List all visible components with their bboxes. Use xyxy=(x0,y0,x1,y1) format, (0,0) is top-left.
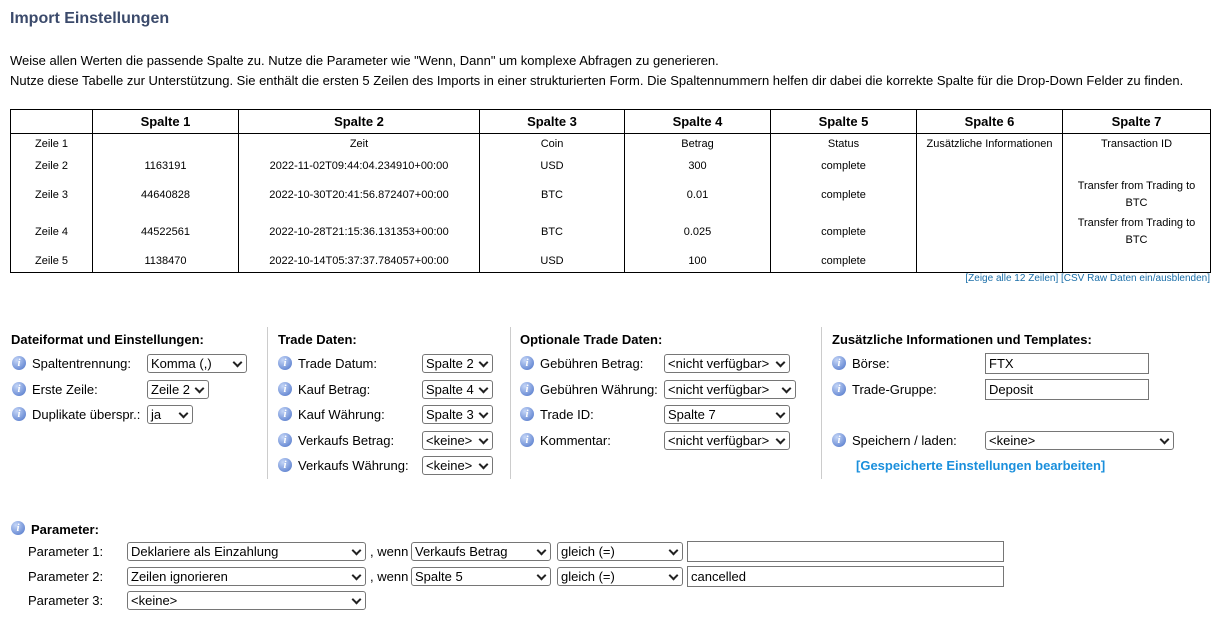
table-cell: 2022-10-14T05:37:37.784057+00:00 xyxy=(239,251,480,273)
show-all-rows-link[interactable]: [Zeige alle 12 Zeilen] xyxy=(965,273,1059,284)
table-row xyxy=(11,177,1211,214)
table-cell: 2022-11-02T09:44:04.234910+00:00 xyxy=(239,156,480,177)
table-cell: BTC xyxy=(480,177,625,214)
table-cell: 2022-10-30T20:41:56.872407+00:00 xyxy=(239,177,480,214)
gebuehr-waehrung-row xyxy=(520,378,810,400)
header-cell: Spalte 7 xyxy=(1063,110,1211,134)
parameter-2-wenn: , wenn xyxy=(370,569,409,584)
table-cell xyxy=(917,156,1063,177)
trade-datum-row xyxy=(278,352,498,374)
table-cell: complete xyxy=(771,177,917,214)
parameter-3-label: Parameter 3: xyxy=(28,593,104,608)
table-cell: Zeile 2 xyxy=(11,156,93,177)
speichern-select[interactable]: <keine> xyxy=(985,431,1174,450)
table-cell: 1138470 xyxy=(93,251,239,273)
erste-zeile-label: Erste Zeile: xyxy=(32,382,98,397)
duplikate-label: Duplikate überspr.: xyxy=(32,407,141,422)
section-divider xyxy=(267,327,268,479)
parameter-3-action-select[interactable]: <keine> xyxy=(127,591,366,610)
page-title: Import Einstellungen xyxy=(10,10,170,27)
info-icon[interactable]: i xyxy=(520,407,534,421)
info-icon[interactable]: i xyxy=(832,382,846,396)
parameter-2-operator-select[interactable]: gleich (=) xyxy=(557,567,683,586)
table-cell: Transfer from Trading to BTC xyxy=(1063,177,1211,214)
info-icon[interactable]: i xyxy=(278,407,292,421)
parameter-heading: Parameter: xyxy=(31,522,99,537)
table-cell xyxy=(93,134,239,156)
info-icon[interactable]: i xyxy=(278,382,292,396)
table-cell: 100 xyxy=(625,251,771,273)
table-cell: 0.025 xyxy=(625,214,771,251)
trade-gruppe-input[interactable]: Deposit xyxy=(985,379,1149,400)
gebuehr-waehrung-select[interactable]: <nicht verfügbar> xyxy=(664,380,796,399)
table-cell: Zeile 4 xyxy=(11,214,93,251)
info-icon[interactable]: i xyxy=(12,356,26,370)
info-icon[interactable]: i xyxy=(12,407,26,421)
parameter-1-field-select[interactable]: Verkaufs Betrag xyxy=(411,542,551,561)
verkauf-betrag-select[interactable]: <keine> xyxy=(422,431,493,450)
trade-data-heading: Trade Daten: xyxy=(278,332,357,347)
table-cell xyxy=(1063,251,1211,273)
table-cell: Betrag xyxy=(625,134,771,156)
kauf-betrag-row xyxy=(278,378,498,400)
erste-zeile-row xyxy=(12,378,252,400)
table-cell: Zeit xyxy=(239,134,480,156)
info-icon[interactable]: i xyxy=(832,433,846,447)
boerse-row xyxy=(832,352,1192,374)
speichern-row xyxy=(832,429,1192,451)
verkauf-waehrung-select[interactable]: <keine> xyxy=(422,456,493,475)
edit-saved-settings-link[interactable]: [Gespeicherte Einstellungen bearbeiten] xyxy=(856,458,1106,473)
table-cell xyxy=(917,177,1063,214)
table-cell: 44522561 xyxy=(93,214,239,251)
erste-zeile-select[interactable]: Zeile 2 xyxy=(147,380,209,399)
trade-gruppe-label: Trade-Gruppe: xyxy=(852,382,937,397)
parameter-1-value-input[interactable] xyxy=(687,541,1004,562)
parameter-2-value-input[interactable]: cancelled xyxy=(687,566,1004,587)
header-cell: Spalte 6 xyxy=(917,110,1063,134)
table-cell xyxy=(917,251,1063,273)
table-cell xyxy=(1063,156,1211,177)
table-cell: Coin xyxy=(480,134,625,156)
table-cell: 2022-10-28T21:15:36.131353+00:00 xyxy=(239,214,480,251)
table-cell: complete xyxy=(771,156,917,177)
table-cell: USD xyxy=(480,156,625,177)
info-icon[interactable]: i xyxy=(278,356,292,370)
table-cell: BTC xyxy=(480,214,625,251)
table-cell: 0.01 xyxy=(625,177,771,214)
spaltentrennung-row xyxy=(12,352,252,374)
table-cell: Status xyxy=(771,134,917,156)
header-cell: Spalte 3 xyxy=(480,110,625,134)
kommentar-row xyxy=(520,429,810,451)
info-icon[interactable]: i xyxy=(520,382,534,396)
verkauf-betrag-label: Verkaufs Betrag: xyxy=(298,433,395,448)
kauf-betrag-label: Kauf Betrag: xyxy=(298,382,371,397)
intro-line-1: Weise allen Werten die passende Spalte zu. Nutze die Parameter wie "Wenn, Dann" um komplexe Abfragen zu generieren. xyxy=(10,53,719,68)
gebuehr-waehrung-label: Gebühren Währung: xyxy=(540,382,658,397)
spaltentrennung-label: Spaltentrennung: xyxy=(32,356,132,371)
info-icon[interactable]: i xyxy=(278,433,292,447)
header-cell: Spalte 4 xyxy=(625,110,771,134)
section-divider xyxy=(821,327,822,479)
kauf-waehrung-row xyxy=(278,403,498,425)
info-icon[interactable]: i xyxy=(520,356,534,370)
duplikate-row xyxy=(12,403,252,425)
speichern-label: Speichern / laden: xyxy=(852,433,957,448)
table-cell xyxy=(917,214,1063,251)
preview-header-row xyxy=(11,110,1211,134)
intro-line-2: Nutze diese Tabelle zur Unterstützung. Sie enthält die ersten 5 Zeilen des Imports in einer strukturierten Form. Die Spaltennummern helfen dir dabei die korrekte Spalte für die Drop-Down Felder zu finden. xyxy=(10,73,1184,88)
table-row xyxy=(11,134,1211,156)
boerse-input[interactable]: FTX xyxy=(985,353,1149,374)
info-icon[interactable]: i xyxy=(12,382,26,396)
verkauf-betrag-row xyxy=(278,429,498,451)
trade-datum-select[interactable]: Spalte 2 xyxy=(422,354,493,373)
trade-datum-label: Trade Datum: xyxy=(298,356,377,371)
table-row xyxy=(11,156,1211,177)
table-cell: Zeile 1 xyxy=(11,134,93,156)
table-row xyxy=(11,251,1211,273)
table-row xyxy=(11,214,1211,251)
info-icon[interactable]: i xyxy=(520,433,534,447)
table-cell: complete xyxy=(771,214,917,251)
kauf-waehrung-label: Kauf Währung: xyxy=(298,407,385,422)
table-cell: USD xyxy=(480,251,625,273)
header-cell: Spalte 2 xyxy=(239,110,480,134)
table-cell: Zeile 5 xyxy=(11,251,93,273)
info-icon[interactable]: i xyxy=(11,521,25,535)
kauf-waehrung-select[interactable]: Spalte 3 xyxy=(422,405,493,424)
parameter-1-wenn: , wenn xyxy=(370,544,409,559)
header-cell: Spalte 1 xyxy=(93,110,239,134)
parameter-1-label: Parameter 1: xyxy=(28,544,104,559)
table-cell: Zeile 3 xyxy=(11,177,93,214)
parameter-1-operator-select[interactable]: gleich (=) xyxy=(557,542,683,561)
table-links xyxy=(965,273,1210,284)
trade-gruppe-row xyxy=(832,378,1192,400)
gebuehr-betrag-label: Gebühren Betrag: xyxy=(540,356,644,371)
spaltentrennung-select[interactable]: Komma (,) xyxy=(147,354,247,373)
boerse-label: Börse: xyxy=(852,356,890,371)
trade-id-label: Trade ID: xyxy=(540,407,594,422)
verkauf-waehrung-label: Verkaufs Währung: xyxy=(298,458,409,473)
parameter-2-action-select[interactable]: Zeilen ignorieren xyxy=(127,567,366,586)
toggle-csv-raw-link[interactable]: [CSV Raw Daten ein/ausblenden] xyxy=(1061,273,1210,284)
table-cell: Zusätzliche Informationen xyxy=(917,134,1063,156)
kommentar-select[interactable]: <nicht verfügbar> xyxy=(664,431,790,450)
info-icon[interactable]: i xyxy=(278,458,292,472)
table-cell: 1163191 xyxy=(93,156,239,177)
kommentar-label: Kommentar: xyxy=(540,433,611,448)
intro-text xyxy=(10,51,1183,91)
preview-table xyxy=(10,109,1211,273)
parameter-heading-row xyxy=(11,517,211,539)
kauf-betrag-select[interactable]: Spalte 4 xyxy=(422,380,493,399)
optional-trade-heading: Optionale Trade Daten: xyxy=(520,332,663,347)
table-cell: 44640828 xyxy=(93,177,239,214)
table-cell: Transfer from Trading to BTC xyxy=(1063,214,1211,251)
trade-id-row xyxy=(520,403,810,425)
verkauf-waehrung-row xyxy=(278,454,498,476)
dateiformat-heading: Dateiformat und Einstellungen: xyxy=(11,332,204,347)
info-icon[interactable]: i xyxy=(832,356,846,370)
table-cell: 300 xyxy=(625,156,771,177)
parameter-2-label: Parameter 2: xyxy=(28,569,104,584)
parameter-2-field-select[interactable]: Spalte 5 xyxy=(411,567,551,586)
table-cell: complete xyxy=(771,251,917,273)
duplikate-select[interactable]: ja xyxy=(147,405,193,424)
trade-id-select[interactable]: Spalte 7 xyxy=(664,405,790,424)
table-cell: Transaction ID xyxy=(1063,134,1211,156)
header-cell xyxy=(11,110,93,134)
parameter-1-action-select[interactable]: Deklariere als Einzahlung xyxy=(127,542,366,561)
section-divider xyxy=(510,327,511,479)
gebuehr-betrag-select[interactable]: <nicht verfügbar> xyxy=(664,354,790,373)
header-cell: Spalte 5 xyxy=(771,110,917,134)
additional-info-heading: Zusätzliche Informationen und Templates: xyxy=(832,332,1092,347)
gebuehr-betrag-row xyxy=(520,352,810,374)
